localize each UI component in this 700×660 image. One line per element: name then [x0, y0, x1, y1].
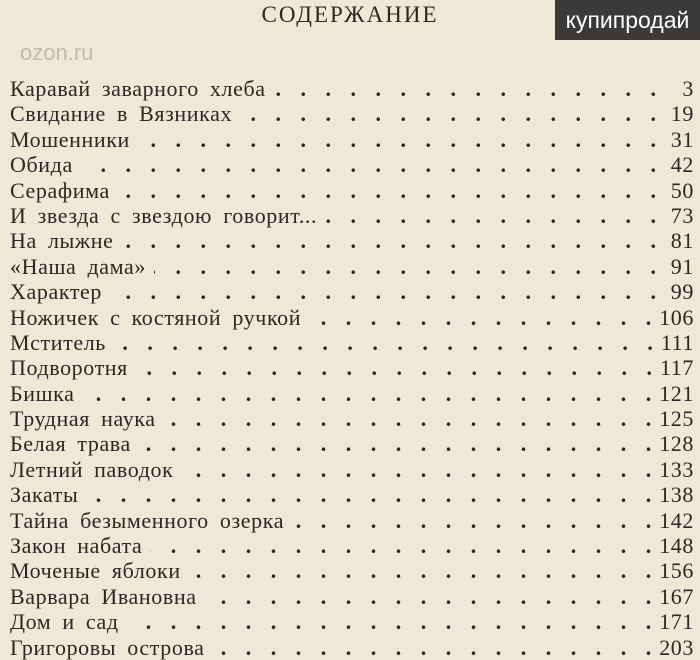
toc-entry: [10, 178, 694, 203]
entry-title: Подворотня: [10, 355, 128, 381]
entry-page: 42: [670, 152, 694, 178]
dot-leader: [136, 355, 652, 380]
toc-entry: [10, 381, 694, 406]
toc-entry: [10, 558, 694, 583]
dot-leader: [274, 76, 656, 101]
dot-leader: [292, 508, 651, 533]
dot-leader: [164, 406, 652, 431]
dot-leader: [309, 305, 651, 330]
entry-page: 156: [659, 558, 694, 584]
dot-leader: [205, 584, 652, 609]
entry-page: 128: [659, 431, 694, 457]
toc-entry: [10, 254, 694, 279]
toc-entry: [10, 355, 694, 380]
entry-title: Мошенники: [10, 126, 130, 152]
watermark: ozon.ru: [20, 40, 94, 65]
dot-leader: [139, 431, 651, 456]
toc-entry: [10, 431, 694, 456]
entry-page: 99: [670, 279, 694, 305]
entry-title: Трудная наука: [10, 406, 156, 432]
dot-leader: [110, 279, 656, 304]
entry-title: Свидание в Вязниках: [10, 101, 233, 127]
dot-leader: [150, 533, 651, 558]
dot-leader: [189, 558, 651, 583]
dot-leader: [82, 381, 651, 406]
entry-page: 171: [659, 609, 694, 635]
toc-entry: [10, 533, 694, 558]
dot-leader: [118, 178, 656, 203]
entry-page: 121: [659, 380, 694, 406]
entry-title: И звезда с звездою говорит...: [10, 202, 318, 228]
dot-leader: [181, 457, 651, 482]
toc-entry: [10, 609, 694, 634]
dot-leader: [81, 152, 656, 177]
entry-title: Моченые яблоки: [10, 558, 181, 584]
entry-page: 203: [659, 634, 694, 660]
entry-page: 81: [670, 228, 694, 254]
entry-page: 142: [659, 507, 694, 533]
entry-title: Серафима: [10, 177, 110, 203]
toc-entry: [10, 152, 694, 177]
toc-entry: [10, 457, 694, 482]
entry-page: 91: [670, 253, 694, 279]
dot-leader: [138, 127, 656, 152]
toc-entry: [10, 584, 694, 609]
dot-leader: [213, 635, 652, 660]
entry-title: Характер: [10, 279, 102, 305]
dot-leader: [121, 228, 656, 253]
entry-page: 50: [670, 177, 694, 203]
toc-entry: [10, 76, 694, 101]
site-badge: купипродай: [555, 0, 700, 40]
entry-title: Белая трава: [10, 431, 131, 457]
dot-leader: [127, 609, 652, 634]
dot-leader: [154, 254, 656, 279]
entry-title: Обида: [10, 152, 73, 178]
entry-title: Дом и сад: [10, 609, 119, 635]
toc-entry: [10, 482, 694, 507]
toc-entry: [10, 279, 694, 304]
entry-page: 167: [659, 583, 694, 609]
entry-title: «Наша дама»: [10, 253, 146, 279]
entry-page: 111: [660, 329, 694, 355]
entry-page: 138: [659, 482, 694, 508]
page-title: СОДЕРЖАНИЕ: [261, 2, 439, 27]
dot-leader: [86, 482, 651, 507]
entry-title: Закон набата: [10, 533, 143, 559]
dot-leader: [114, 330, 653, 355]
entry-title: Закаты: [10, 482, 79, 508]
entry-title: Летний паводок: [10, 456, 174, 482]
toc-entry: [10, 635, 694, 660]
entry-page: 73: [670, 202, 694, 228]
entry-title: Каравай заварного хлеба: [10, 76, 266, 101]
entry-title: Тайна безыменного озерка: [10, 507, 285, 533]
entry-page: 3: [682, 76, 694, 101]
entry-page: 125: [659, 406, 694, 432]
entry-page: 19: [670, 101, 694, 127]
entry-title: Мститель: [10, 329, 106, 355]
entry-title: Григоровы острова: [10, 634, 205, 660]
toc-entry: [10, 127, 694, 152]
entry-title: Ножичек с костяной ручкой: [10, 304, 302, 330]
toc-entry: [10, 305, 694, 330]
entry-page: 106: [659, 304, 694, 330]
entry-page: 117: [660, 355, 694, 381]
dot-leader: [325, 203, 656, 228]
toc-entry: [10, 101, 694, 126]
entry-page: 133: [659, 456, 694, 482]
entry-page: 31: [670, 126, 694, 152]
toc-entry: [10, 330, 694, 355]
entry-title: На лыжне: [10, 228, 114, 254]
toc-entry: [10, 508, 694, 533]
entry-title: Бишка: [10, 380, 75, 406]
toc-entry: [10, 228, 694, 253]
toc-entry: [10, 406, 694, 431]
toc-entry: [10, 203, 694, 228]
table-of-contents: [10, 76, 694, 660]
entry-title: Варвара Ивановна: [10, 583, 197, 609]
dot-leader: [240, 101, 656, 126]
entry-page: 148: [659, 533, 694, 559]
